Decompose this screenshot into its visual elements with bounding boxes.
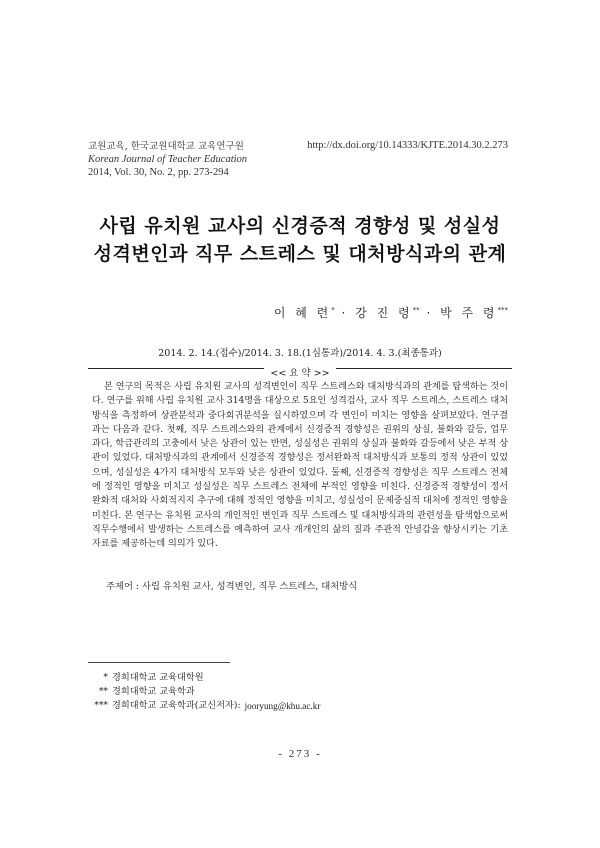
- paper-title: [0, 212, 600, 268]
- footnote-text: 경희대학교 교육대학원: [112, 672, 204, 683]
- footnote-mark: ***: [94, 700, 108, 711]
- doi-link[interactable]: http://dx.doi.org/10.14333/KJTE.2014.30.2.273: [307, 140, 508, 151]
- author-separator: ·: [426, 306, 434, 320]
- footnote-item: [88, 671, 320, 685]
- issue-info: 2014, Vol. 30, No. 2, pp. 273-294: [88, 167, 229, 178]
- institution-line: 교원교육, 한국교원대학교 교육연구원: [88, 141, 244, 152]
- footnote-item: [88, 685, 320, 699]
- page-number: - 273 -: [278, 748, 322, 760]
- footnote-text: 경희대학교 교육학과: [112, 686, 195, 697]
- author-mark: *: [331, 306, 335, 314]
- footnote-mark: *: [103, 672, 108, 683]
- footnotes: [88, 671, 320, 713]
- author-list: [274, 304, 508, 321]
- author-name: 강 진 령: [355, 306, 413, 320]
- journal-header: [88, 140, 247, 179]
- keywords: 주제어 : 사립 유치원 교사, 성격변인, 직무 스트레스, 대처방식: [106, 581, 358, 592]
- author-mark: **: [412, 306, 420, 314]
- author-name: 이 혜 련: [273, 306, 332, 320]
- abstract-label: << 요 약 >>: [264, 368, 335, 379]
- footnote-divider: [88, 662, 230, 663]
- footnote-text: 경희대학교 교육학과(교신저자):: [112, 700, 241, 711]
- abstract-heading: [0, 361, 600, 380]
- title-line-1: 사립 유치원 교사의 신경증적 경향성 및 성실성: [99, 215, 501, 237]
- author-separator: ·: [341, 306, 349, 320]
- email-link[interactable]: jooryung@khu.ac.kr: [244, 701, 321, 711]
- submission-dates: 2014. 2. 14.(접수)/2014. 3. 18.(1심통과)/2014. 4. 3.(최종통과): [158, 348, 442, 359]
- footnote-item: [88, 699, 320, 713]
- footnote-mark: **: [98, 686, 108, 697]
- author-name: 박 주 령: [440, 306, 498, 320]
- title-line-2: 성격변인과 직무 스트레스 및 대처방식과의 관계: [93, 243, 507, 265]
- journal-name: Korean Journal of Teacher Education: [88, 154, 248, 165]
- abstract-text: 본 연구의 목적은 사립 유치원 교사의 성격변인이 직무 스트레스와 대처방식과의 관계를 탐색하는 것이다. 연구를 위해 사립 유치원 교사 314명을 대상으로 5요인 성격검사, 교사 직무 스트레스, 스트레스 대처방식을 측정하여 상관분석과 중다회귀분석을 실시하였으며 각 변인이 미치는 영향을 살펴보았다. 연구결과는 다음과 같다. 첫째, 직무 스트레스와의 관계에서 신경증적 경향성은 권위의 상실, 불화와 갈등, 업무과다, 학급관리의 고충에서 낮은 상관이 있는 반면, 성실성은 권위의 상실과 불화와 갈등에서 낮은 부적 상관이 있었다. 대처방식과의 관계에서 신경증적 경향성은 정서완화적 대처방식과 보통의 정적 상관이 있었으며, 성실성은 4가지 대처방식 모두와 낮은 상관이 있었다. 둘째, 신경증적 경향성은 직무 스트레스 전체에 정적인 영향을 미치고 성실성은 직무 스트레스 전체에 부적인 영향을 미친다. 신경증적 경향성이 정서완화적 대처와 사회적지지 추구에 대해 정적인 영향을 미치고, 성실성이 문제중심적 대처에 정적인 영향을 미친다. 본 연구는 유치원 교사의 개인적인 변인과 직무 스트레스 및 대처방식과의 관련성을 탐색함으로써 직무수행에서 발생하는 스트레스를 예측하여 교사 개개인의 삶의 질과 주관적 안녕감을 향상시키는 기초자료를 제공하는데 의의가 있다.: [92, 382, 508, 550]
- author-mark: ***: [497, 306, 508, 314]
